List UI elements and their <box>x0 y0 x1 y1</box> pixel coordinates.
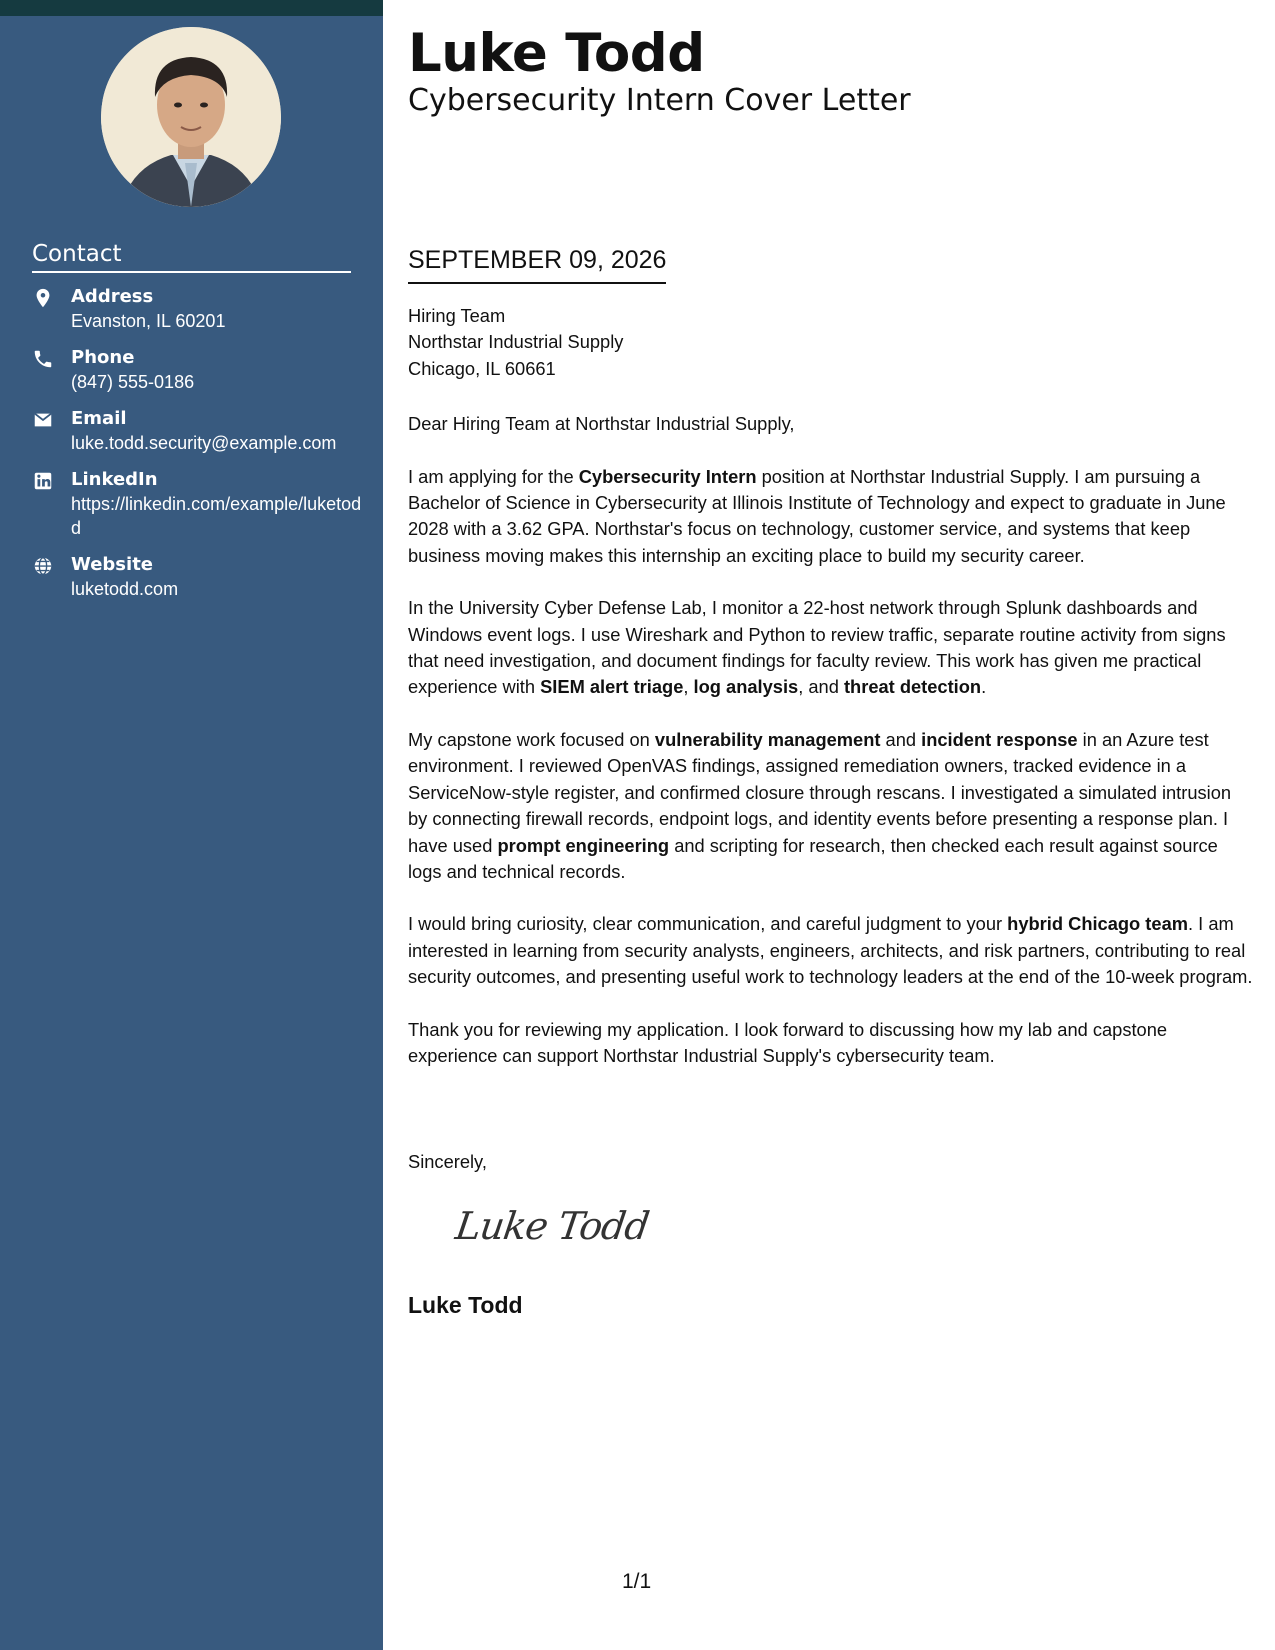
contact-list <box>32 285 362 614</box>
contact-value[interactable]: https://linkedin.com/example/luketodd <box>71 494 362 538</box>
contact-label: LinkedIn <box>71 469 158 490</box>
paragraph-4: I would bring curiosity, clear communication, and careful judgment to your hybrid Chicago team. I am interested in learning from security analysts, engineers, architects, and risk partners, contributing to real security outcomes, and presenting useful work to technology leaders at the end of the 10-week program. <box>408 913 1253 988</box>
contact-value: (847) 555-0186 <box>71 372 195 392</box>
contact-label: Website <box>71 554 154 575</box>
contact-label: Email <box>71 408 127 429</box>
contact-item-website <box>32 553 362 601</box>
recipient-line: Chicago, IL 60661 <box>408 357 556 379</box>
sidebar <box>0 0 383 1650</box>
profile-photo <box>101 27 281 207</box>
contact-heading: Contact <box>32 240 351 273</box>
applicant-name: Luke Todd <box>408 23 705 84</box>
envelope-icon <box>32 409 54 431</box>
contact-item-address <box>32 285 362 333</box>
contact-value[interactable]: luketodd.com <box>71 579 179 599</box>
recipient-address <box>408 303 1253 382</box>
contact-label: Address <box>71 286 154 307</box>
letter-body <box>408 303 1253 1095</box>
closing: Sincerely, <box>408 1151 487 1172</box>
signer-name: Luke Todd <box>408 1292 523 1318</box>
paragraph-2: In the University Cyber Defense Lab, I monitor a 22-host network through Splunk dashboards and Windows event logs. I use Wireshark and Python to review traffic, separate routine activity from signs that need investigation, and document findings for faculty review. This work has given me practical experience with SIEM alert triage, log analysis, and threat detection. <box>408 597 1226 698</box>
paragraph-1: I am applying for the Cybersecurity Intern position at Northstar Industrial Supply. I am pursuing a Bachelor of Science in Cybersecurity at Illinois Institute of Technology and expect to graduate in June 2028 with a 3.62 GPA. Northstar's focus on technology, customer service, and systems that keep business moving makes this internship an exciting place to build my security career. <box>408 465 1226 566</box>
phone-icon <box>32 348 54 370</box>
page-number: 1/1 <box>622 1570 652 1593</box>
document-subtitle: Cybersecurity Intern Cover Letter <box>408 83 911 118</box>
contact-value[interactable]: luke.todd.security@example.com <box>71 433 337 453</box>
globe-icon <box>32 555 54 577</box>
linkedin-icon <box>32 470 54 492</box>
contact-item-linkedin <box>32 468 362 540</box>
letter-date: SEPTEMBER 09, 2026 <box>408 244 666 284</box>
map-pin-icon <box>32 287 54 309</box>
handwritten-signature: Luke Todd <box>452 1204 652 1248</box>
avatar <box>101 27 281 207</box>
sidebar-top-bar <box>0 0 383 16</box>
salutation: Dear Hiring Team at Northstar Industrial Supply, <box>408 413 795 435</box>
contact-label: Phone <box>71 347 135 368</box>
contact-value: Evanston, IL 60201 <box>71 311 226 331</box>
contact-item-phone <box>32 346 362 394</box>
paragraph-5: Thank you for reviewing my application. I look forward to discussing how my lab and capstone experience can support Northstar Industrial Supply's cybersecurity team. <box>408 1018 1168 1066</box>
recipient-line: Northstar Industrial Supply <box>408 331 624 353</box>
recipient-line: Hiring Team <box>408 305 506 326</box>
paragraph-3: My capstone work focused on vulnerability management and incident response in an Azure test environment. I reviewed OpenVAS findings, assigned remediation owners, tracked evidence in a ServiceNow-style register, and confirmed closure through rescans. I investigated a simulated intrusion by connecting firewall records, endpoint logs, and identity events before presenting a response plan. I have used prompt engineering and scripting for research, then checked each result against source logs and technical records. <box>408 728 1232 882</box>
contact-item-email <box>32 407 362 455</box>
